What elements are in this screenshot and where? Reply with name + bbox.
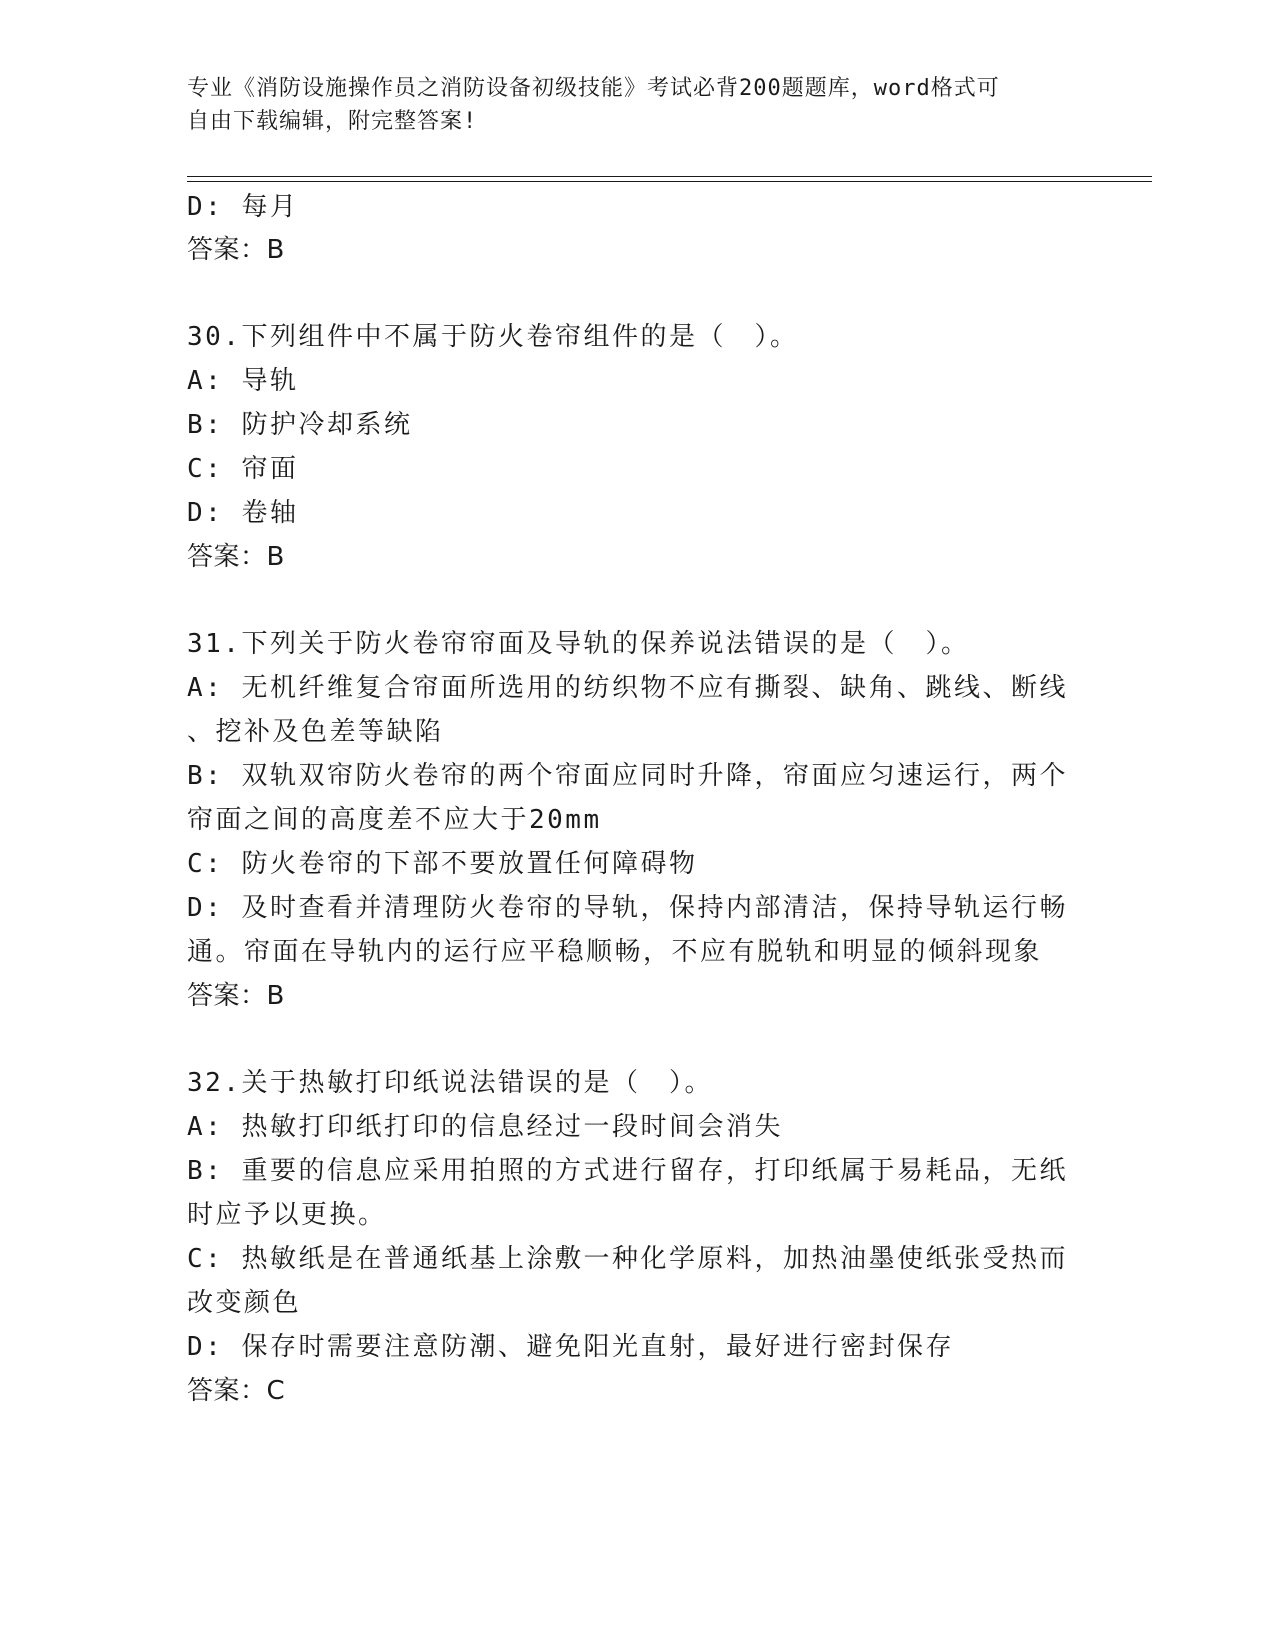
option-b: B: 防护冷却系统: [187, 410, 413, 440]
question-stem: 32.关于热敏打印纸说法错误的是（ ）。: [187, 1068, 713, 1098]
prev-answer: 答案：B: [187, 235, 285, 265]
header-rule-bottom: [187, 181, 1152, 182]
option-a: A: 热敏打印纸打印的信息经过一段时间会消失: [187, 1112, 783, 1142]
question-stem: 31.下列关于防火卷帘帘面及导轨的保养说法错误的是（ ）。: [187, 629, 970, 659]
option-b-line-2: 帘面之间的高度差不应大于20mm: [187, 805, 602, 835]
option-a-line-1: A: 无机纤维复合帘面所选用的纺织物不应有撕裂、缺角、跳线、断线: [187, 673, 1068, 703]
prev-option-d: D: 每月: [187, 192, 299, 222]
question-stem: 30.下列组件中不属于防火卷帘组件的是（ ）。: [187, 322, 799, 352]
answer: 答案：B: [187, 542, 285, 572]
option-d: D: 卷轴: [187, 498, 299, 528]
answer: 答案：C: [187, 1376, 286, 1406]
option-c: C: 帘面: [187, 454, 299, 484]
option-c-line-2: 改变颜色: [187, 1288, 302, 1318]
answer: 答案：B: [187, 981, 285, 1011]
option-b-line-2: 时应予以更换。: [187, 1200, 387, 1230]
option-b-line-1: B: 重要的信息应采用拍照的方式进行留存，打印纸属于易耗品，无纸: [187, 1156, 1068, 1186]
header-rule-top: [187, 176, 1152, 177]
option-b-line-1: B: 双轨双帘防火卷帘的两个帘面应同时升降，帘面应匀速运行，两个: [187, 761, 1068, 791]
header-line-2: 自由下载编辑，附完整答案!: [187, 109, 478, 134]
header-line-1: 专业《消防设施操作员之消防设备初级技能》考试必背200题题库，word格式可: [187, 76, 1000, 101]
option-d-line-2: 通。帘面在导轨内的运行应平稳顺畅，不应有脱轨和明显的倾斜现象: [187, 937, 1043, 967]
option-c-line-1: C: 热敏纸是在普通纸基上涂敷一种化学原料，加热油墨使纸张受热而: [187, 1244, 1068, 1274]
option-d: D: 保存时需要注意防潮、避免阳光直射，最好进行密封保存: [187, 1332, 954, 1362]
option-d-line-1: D: 及时查看并清理防火卷帘的导轨，保持内部清洁，保持导轨运行畅: [187, 893, 1068, 923]
page-header: [187, 72, 1067, 138]
option-a-line-2: 、挖补及色差等缺陷: [187, 717, 444, 747]
option-a: A: 导轨: [187, 366, 299, 396]
option-c: C: 防火卷帘的下部不要放置任何障碍物: [187, 849, 698, 879]
